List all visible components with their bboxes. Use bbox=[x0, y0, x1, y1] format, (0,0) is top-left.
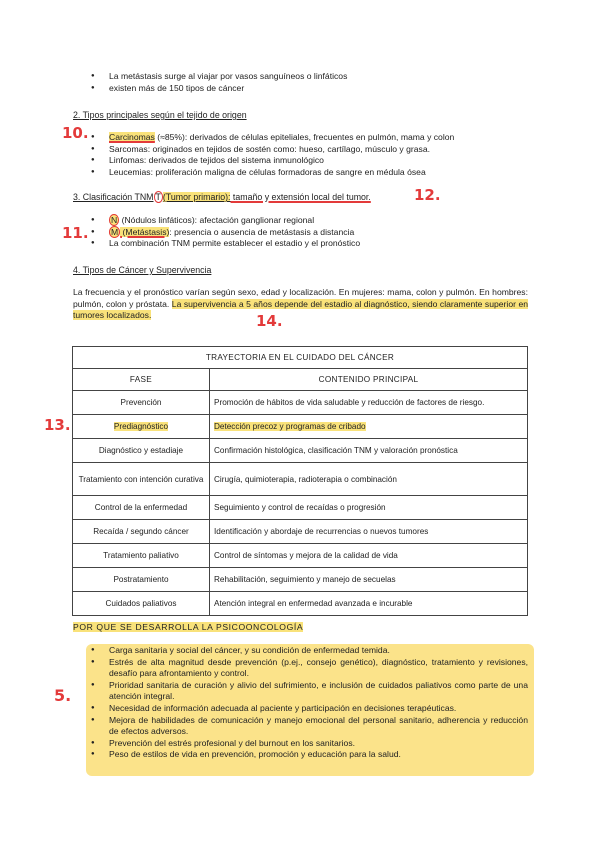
table-row: Tratamiento paliativo Control de síntomas y mejora de la calidad de vida bbox=[73, 544, 528, 568]
psico-heading: POR QUE SE DESARROLLA LA PSICOONCOLOGÍA bbox=[73, 622, 304, 632]
list-item: ● M (Metástasis): presencia o ausencia de metástasis a distancia bbox=[109, 227, 360, 239]
list-item: ● Prioridad sanitaria de curación y alivio del sufrimiento, e inclusión de cuidados paliativos como parte de una atención integral. bbox=[109, 680, 528, 703]
psico-list bbox=[109, 645, 528, 761]
annotation-number: 12. bbox=[414, 186, 441, 204]
list-item: ● Mejora de habilidades de comunicación y manejo emocional del personal sanitario, adherencia y reducción de efectos adversos. bbox=[109, 715, 528, 738]
section-3-heading: 3. Clasificación TNM T (Tumor primario): tamaño y extensión local del tumor. bbox=[73, 192, 371, 202]
annotation-number: 5. bbox=[54, 686, 72, 705]
list-item: ● La combinación TNM permite establecer el estadio y el pronóstico bbox=[109, 238, 360, 250]
list-item: ● Prevención del estrés profesional y del burnout en los sanitarios. bbox=[109, 738, 528, 750]
table-row: Diagnóstico y estadiaje Confirmación histológica, clasificación TNM y valoración pronóstica bbox=[73, 439, 528, 463]
table-row: Postratamiento Rehabilitación, seguimiento y manejo de secuelas bbox=[73, 568, 528, 592]
section-2-heading: 2. Tipos principales según el tejido de origen bbox=[73, 110, 247, 120]
annotation-number: 13. bbox=[44, 416, 71, 434]
annotation-number: 14. bbox=[256, 312, 283, 330]
table-row: Prediagnóstico Detección precoz y programas de cribado bbox=[73, 415, 528, 439]
tumor-types-list bbox=[109, 132, 454, 178]
table-row: Cuidados paliativos Atención integral en enfermedad avanzada e incurable bbox=[73, 592, 528, 616]
care-trajectory-table bbox=[72, 346, 528, 616]
section-4-paragraph: La frecuencia y el pronóstico varían según sexo, edad y localización. En mujeres: mama, colon y pulmón. En hombres: pulmón, colon y próstata. La supervivencia a 5 años depende del estadio al diagnóstico, siendo claramente superior en tumores localizados. bbox=[73, 287, 529, 321]
top-bullet-list bbox=[109, 71, 347, 94]
tnm-t-circle: T bbox=[155, 192, 161, 202]
table-row: Prevención Promoción de hábitos de vida saludable y reducción de factores de riesgo. bbox=[73, 391, 528, 415]
list-item: ● La metástasis surge al viajar por vasos sanguíneos o linfáticos bbox=[109, 71, 347, 83]
list-item: ● Leucemias: proliferación maligna de células formadoras de sangre en médula ósea bbox=[109, 167, 454, 179]
list-item: ● Linfomas: derivados de tejidos del sistema inmunológico bbox=[109, 155, 454, 167]
tnm-list bbox=[109, 215, 360, 250]
list-item: ● N (Nódulos linfáticos): afectación ganglionar regional bbox=[109, 215, 360, 227]
table-header-fase: FASE bbox=[73, 369, 210, 391]
list-item: ● Carga sanitaria y social del cáncer, y su condición de enfermedad temida. bbox=[109, 645, 528, 657]
section-4-heading: 4. Tipos de Cáncer y Supervivencia bbox=[73, 265, 212, 275]
annotation-number: 10. bbox=[62, 124, 89, 142]
table-header-contenido: CONTENIDO PRINCIPAL bbox=[210, 369, 528, 391]
table-title: TRAYECTORIA EN EL CUIDADO DEL CÁNCER bbox=[73, 347, 528, 369]
list-item: ● Sarcomas: originados en tejidos de sostén como: hueso, cartílago, músculo y grasa. bbox=[109, 144, 454, 156]
list-item: ● Carcinomas (≈85%): derivados de células epiteliales, frecuentes en pulmón, mama y colon bbox=[109, 132, 454, 144]
list-item: ● Estrés de alta magnitud desde prevención (p.ej., consejo genético), diagnóstico, tratamiento y revisiones, desafío para afrontamiento y control. bbox=[109, 657, 528, 680]
list-item: ● existen más de 150 tipos de cáncer bbox=[109, 83, 347, 95]
annotation-number: 11. bbox=[62, 224, 89, 242]
list-item: ● Peso de estilos de vida en prevención, promoción y educación para la salud. bbox=[109, 749, 528, 761]
table-row: Recaída / segundo cáncer Identificación y abordaje de recurrencias o nuevos tumores bbox=[73, 520, 528, 544]
table-row: Tratamiento con intención curativa Cirugía, quimioterapia, radioterapia o combinación bbox=[73, 463, 528, 496]
table-row: Control de la enfermedad Seguimiento y control de recaídas o progresión bbox=[73, 496, 528, 520]
term-carcinomas: Carcinomas bbox=[109, 132, 155, 142]
list-item: ● Necesidad de información adecuada al paciente y participación en decisiones terapéuticas. bbox=[109, 703, 528, 715]
